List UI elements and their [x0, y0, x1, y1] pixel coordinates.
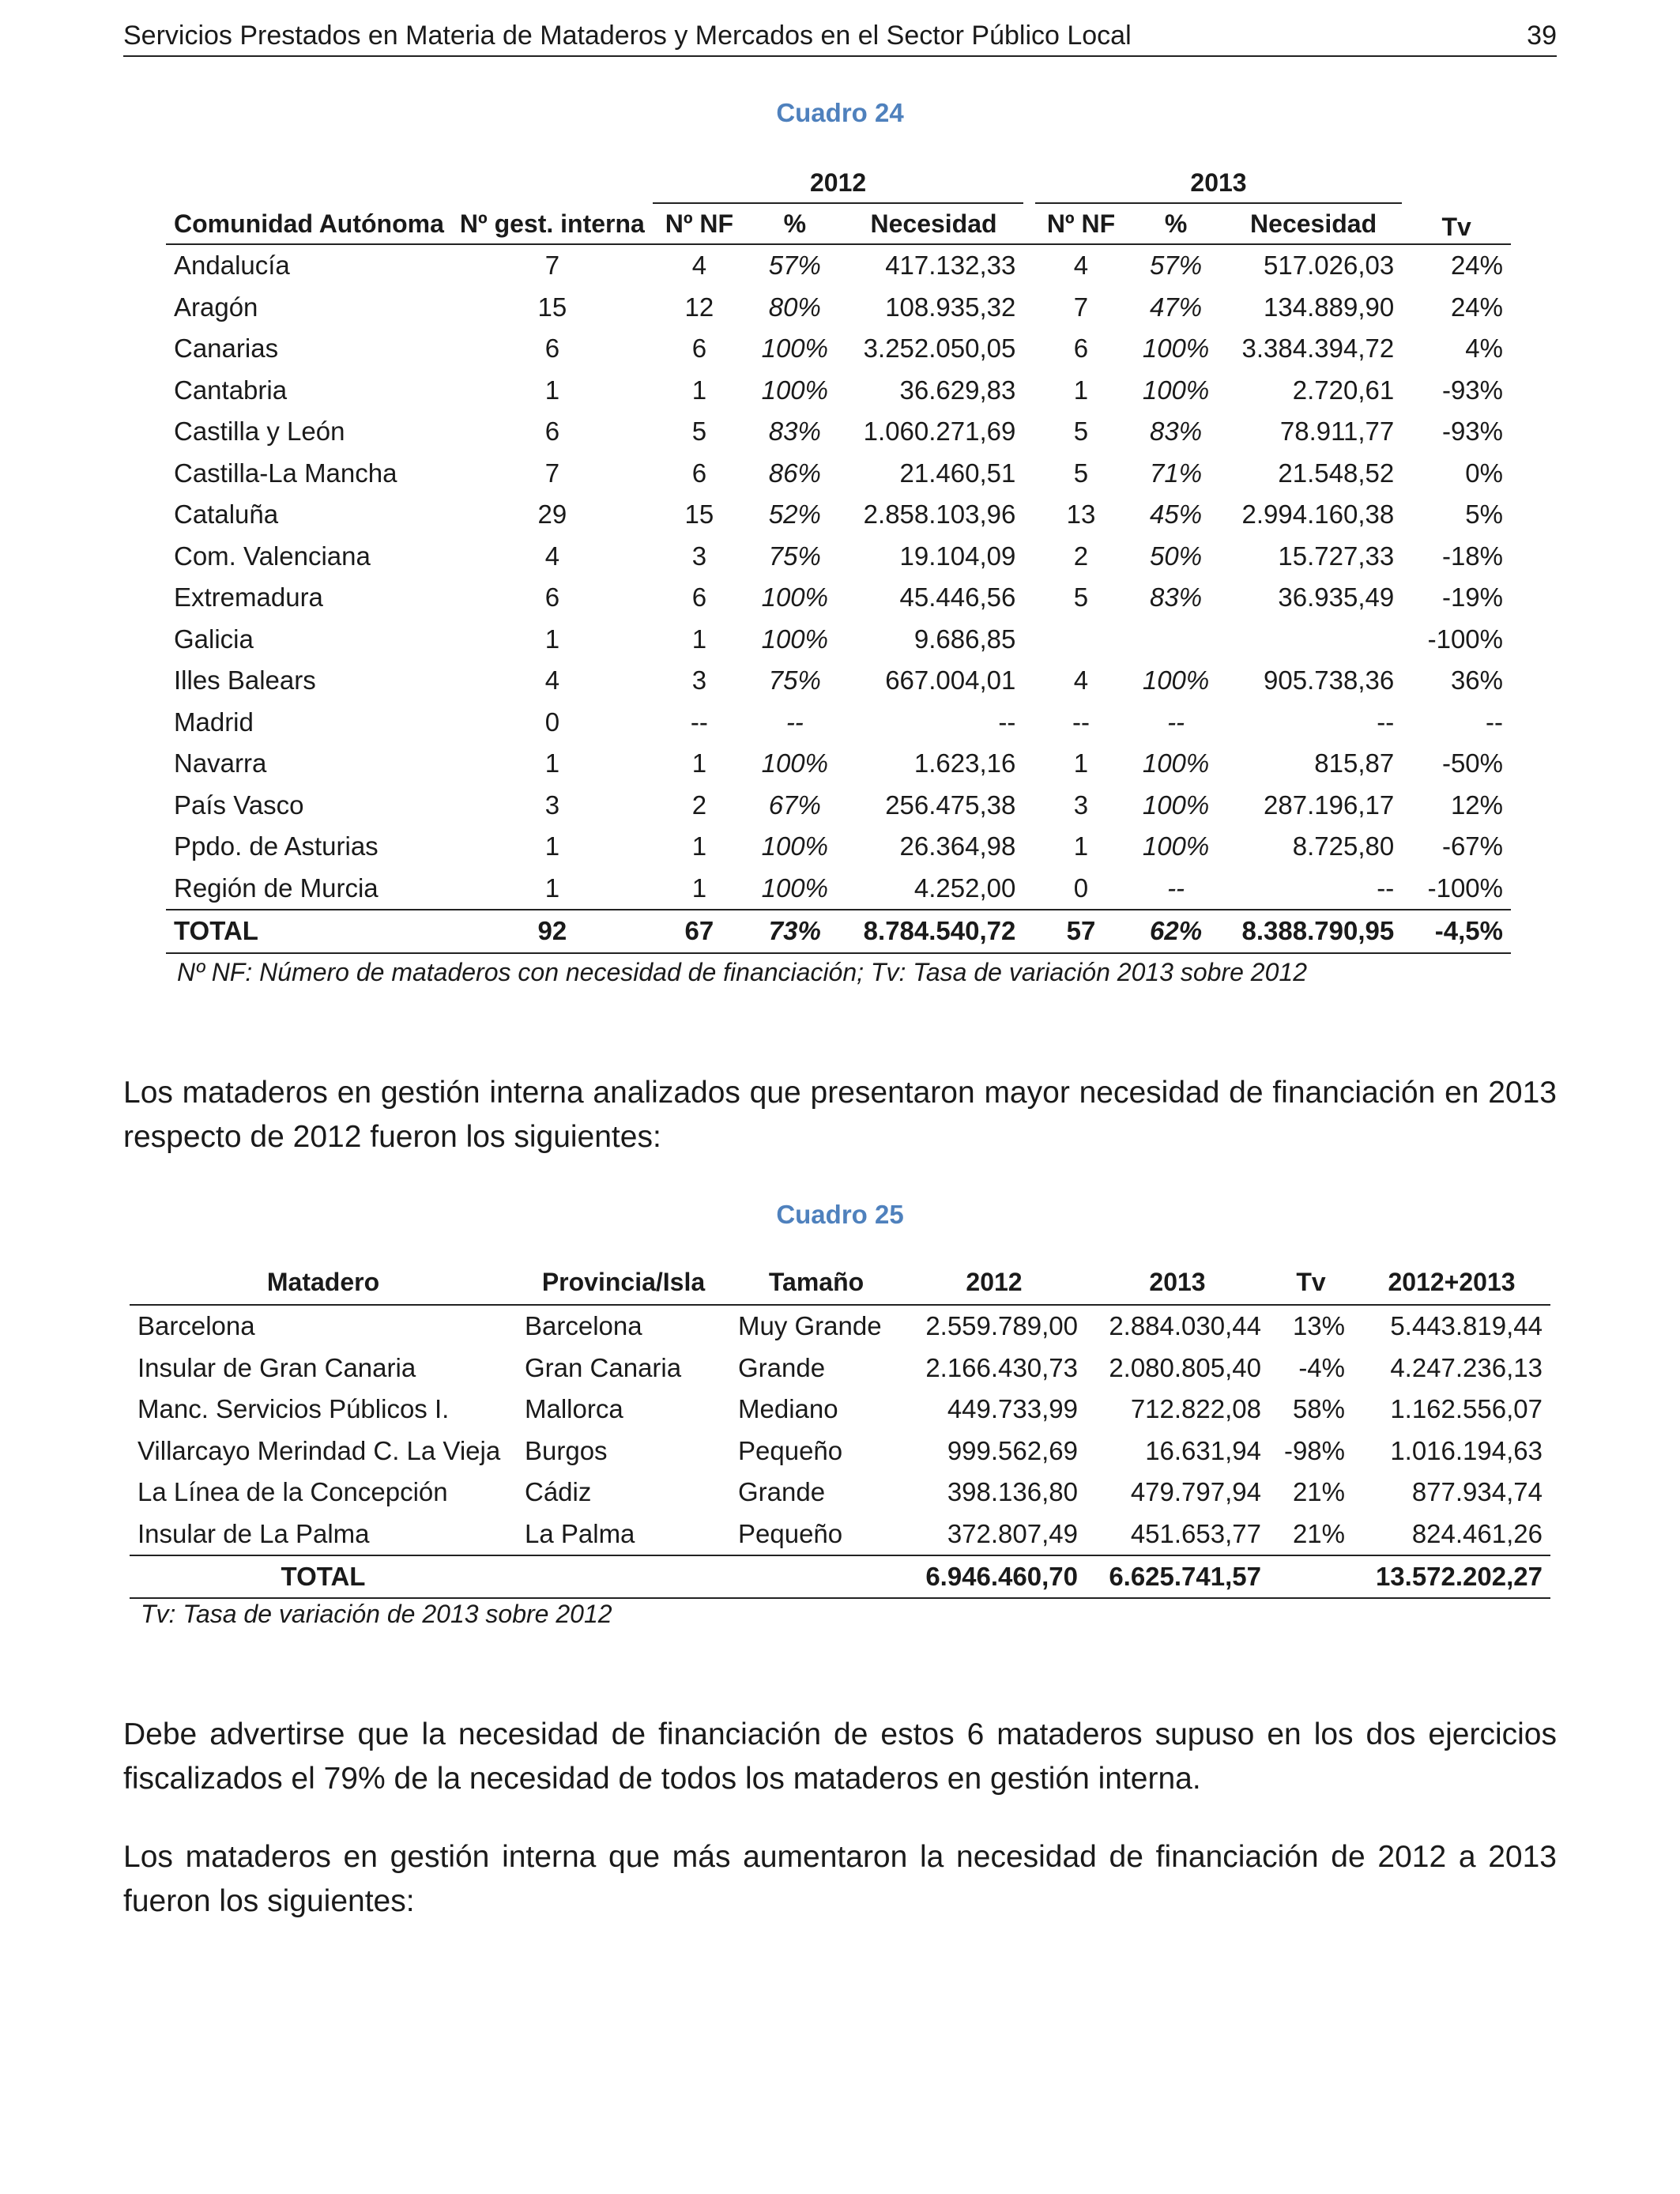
cell: 36% — [1450, 665, 1503, 696]
header-year-2012: 2012 — [653, 163, 1024, 203]
cell: 100% — [761, 334, 828, 364]
cell: 21% — [1292, 1518, 1345, 1548]
table24-caption: Cuadro 24 — [776, 98, 904, 127]
cell: 134.889,90 — [1264, 292, 1395, 322]
cell: 667.004,01 — [885, 665, 1016, 696]
cell: 824.461,26 — [1411, 1518, 1543, 1548]
cell: 58% — [1292, 1394, 1345, 1424]
cell: 75% — [768, 541, 821, 571]
cell: 100% — [761, 582, 828, 613]
cell: 100% — [1142, 375, 1210, 405]
cell: 3 — [691, 541, 707, 571]
header-necesidad-2012: Necesidad — [844, 203, 1024, 244]
cell: Insular de Gran Canaria — [137, 1352, 416, 1382]
cell: 8.388.790,95 — [1225, 910, 1402, 953]
cell: Pequeño — [738, 1518, 843, 1548]
cell: 372.807,49 — [947, 1518, 1078, 1548]
cell: Aragón — [174, 292, 258, 322]
cell: 73% — [746, 910, 844, 953]
table-row — [166, 287, 1511, 329]
table24-note: Nº NF: Número de mataderos con necesidad de financiación; Tv: Tasa de variación 2013 sobre 2012 — [177, 958, 1307, 986]
table-row — [166, 702, 1511, 744]
cell: -100% — [1427, 624, 1503, 654]
cell: 13 — [1066, 499, 1096, 530]
cell: 2.166.430,73 — [925, 1352, 1078, 1382]
header-comunidad: Comunidad Autónoma — [166, 163, 452, 244]
table-row — [130, 1431, 1550, 1472]
cell: 6 — [691, 334, 707, 364]
cell: -18% — [1441, 541, 1503, 571]
cell: 2.720,61 — [1292, 375, 1395, 405]
cell: 4 — [544, 665, 560, 696]
cell: 6 — [691, 582, 707, 613]
cell: 5 — [1073, 582, 1089, 613]
cell: 1 — [544, 748, 560, 778]
cell: 2.080.805,40 — [1109, 1352, 1261, 1382]
cell: 5 — [691, 417, 707, 447]
cell: 71% — [1150, 458, 1203, 488]
cell: 15 — [537, 292, 567, 322]
cell: 16.631,94 — [1145, 1435, 1261, 1465]
cell: 1 — [544, 873, 560, 903]
cell: 6 — [544, 417, 560, 447]
cell: 5 — [1073, 458, 1089, 488]
cell: 80% — [768, 292, 821, 322]
cell: 57 — [1035, 910, 1127, 953]
cell: Illes Balears — [174, 665, 316, 696]
header-nnf-2013: Nº NF — [1035, 203, 1127, 244]
cell: -- — [690, 707, 708, 737]
table25-caption: Cuadro 25 — [776, 1200, 904, 1229]
cell: 6 — [544, 334, 560, 364]
cell: 100% — [1142, 334, 1210, 364]
table-row — [166, 411, 1511, 453]
cell: 7 — [544, 458, 560, 488]
cell: 5.443.819,44 — [1390, 1311, 1543, 1341]
table-row — [166, 743, 1511, 785]
paragraph-1: Los mataderos en gestión interna analizados que presentaron mayor necesidad de financiación en 2013 respecto de 2012 fueron los siguientes: — [123, 1076, 1557, 1154]
cell: 4 — [691, 251, 707, 281]
cell: 1 — [544, 375, 560, 405]
cell: 2 — [691, 790, 707, 820]
cell: 4% — [1465, 334, 1503, 364]
cell: 7 — [544, 251, 560, 281]
header-tv: Tv — [1269, 1260, 1353, 1305]
table-row — [130, 1348, 1550, 1389]
cell: 815,87 — [1314, 748, 1395, 778]
cell: 1 — [1073, 831, 1089, 861]
cell: Madrid — [174, 707, 254, 737]
cell: 877.934,74 — [1411, 1477, 1543, 1507]
cell: TOTAL — [166, 910, 452, 953]
header-pct-2012: % — [746, 203, 844, 244]
cell: 45.446,56 — [899, 582, 1016, 613]
cell: 1.162.556,07 — [1390, 1394, 1543, 1424]
cell: -50% — [1441, 748, 1503, 778]
table-row — [166, 244, 1511, 287]
cell: 62% — [1127, 910, 1225, 953]
cell: 45% — [1150, 499, 1203, 530]
total-row — [166, 910, 1511, 953]
cell: 4 — [1073, 251, 1089, 281]
cell: 100% — [1142, 665, 1210, 696]
cell: 3 — [544, 790, 560, 820]
cell: 2.559.789,00 — [925, 1311, 1078, 1341]
cell: 67 — [653, 910, 746, 953]
cell: 100% — [761, 624, 828, 654]
table-row — [166, 785, 1511, 827]
cell: 4.247.236,13 — [1390, 1352, 1543, 1382]
cell: 67% — [768, 790, 821, 820]
cell: 6 — [1073, 334, 1089, 364]
table-row — [166, 536, 1511, 578]
cell: Com. Valenciana — [174, 541, 371, 571]
cell: 1.060.271,69 — [863, 417, 1016, 447]
cell: Gran Canaria — [525, 1352, 682, 1382]
cell: 449.733,99 — [947, 1394, 1078, 1424]
cell: Barcelona — [525, 1311, 642, 1341]
table-row — [166, 826, 1511, 868]
header-pct-2013: % — [1127, 203, 1225, 244]
cell: Barcelona — [137, 1311, 255, 1341]
cell: 0 — [1073, 873, 1089, 903]
cell: 24% — [1450, 251, 1503, 281]
cell: 417.132,33 — [885, 251, 1016, 281]
cell: 2 — [1073, 541, 1089, 571]
cell: -93% — [1441, 375, 1503, 405]
cell: 52% — [768, 499, 821, 530]
page-header — [123, 13, 1557, 57]
cell: Castilla y León — [174, 417, 345, 447]
cell: 15 — [684, 499, 714, 530]
cell: 21.460,51 — [899, 458, 1016, 488]
cell: -93% — [1441, 417, 1503, 447]
cell: 398.136,80 — [947, 1477, 1078, 1507]
cell — [1035, 619, 1127, 661]
table-row — [166, 453, 1511, 495]
header-necesidad-2013: Necesidad — [1225, 203, 1402, 244]
cell: Muy Grande — [738, 1311, 882, 1341]
cell: Cádiz — [525, 1477, 592, 1507]
cell: 287.196,17 — [1264, 790, 1395, 820]
cell: 999.562,69 — [947, 1435, 1078, 1465]
document-title: Servicios Prestados en Materia de Mataderos y Mercados en el Sector Público Local — [123, 21, 1132, 51]
cell: 3 — [1073, 790, 1089, 820]
cell: -- — [1486, 707, 1503, 737]
cell: -4,5% — [1402, 910, 1511, 953]
table-row — [166, 328, 1511, 370]
cell: 2.994.160,38 — [1241, 499, 1395, 530]
cell: 479.797,94 — [1130, 1477, 1261, 1507]
cell: -- — [785, 707, 804, 737]
cell: TOTAL — [130, 1555, 517, 1598]
cell: 24% — [1450, 292, 1503, 322]
header-matadero: Matadero — [130, 1260, 517, 1305]
cell: 21.548,52 — [1278, 458, 1395, 488]
header-provincia: Provincia/Isla — [517, 1260, 730, 1305]
cell: 1 — [544, 624, 560, 654]
cell: Mediano — [738, 1394, 838, 1424]
cell: 517.026,03 — [1264, 251, 1395, 281]
cell: 0% — [1465, 458, 1503, 488]
cell: 83% — [768, 417, 821, 447]
table-row — [166, 868, 1511, 910]
cell: 100% — [761, 375, 828, 405]
header-2012-2013: 2012+2013 — [1353, 1260, 1550, 1305]
cell: 3.384.394,72 — [1241, 334, 1395, 364]
cell: Villarcayo Merindad C. La Vieja — [137, 1435, 501, 1465]
header-year-2013: 2013 — [1035, 163, 1402, 203]
cell: Cataluña — [174, 499, 279, 530]
paragraph-2: Debe advertirse que la necesidad de financiación de estos 6 mataderos supuso en los dos ejercicios fiscalizados el 79% de la necesidad de todos los mataderos en gestión interna. — [123, 1717, 1557, 1796]
cell — [1127, 619, 1225, 661]
cell: 21% — [1292, 1477, 1345, 1507]
cell: Burgos — [525, 1435, 608, 1465]
cell: 83% — [1150, 417, 1203, 447]
cell: -- — [1167, 707, 1185, 737]
cell: 15.727,33 — [1278, 541, 1395, 571]
cell: -- — [1377, 707, 1395, 737]
paragraph-3: Los mataderos en gestión interna que más aumentaron la necesidad de financiación de 2012 a 2013 fueron los siguientes: — [123, 1840, 1557, 1918]
cell: 1.016.194,63 — [1390, 1435, 1543, 1465]
cell: Canarias — [174, 334, 279, 364]
table-24 — [166, 163, 1511, 954]
cell: 1 — [1073, 748, 1089, 778]
cell — [1269, 1555, 1353, 1598]
cell: Galicia — [174, 624, 254, 654]
cell: Región de Murcia — [174, 873, 379, 903]
cell: 36.935,49 — [1278, 582, 1395, 613]
cell: 92 — [452, 910, 653, 953]
cell: Castilla-La Mancha — [174, 458, 397, 488]
cell: 3 — [691, 665, 707, 696]
cell: Ppdo. de Asturias — [174, 831, 379, 861]
cell — [730, 1555, 902, 1598]
cell: -4% — [1298, 1352, 1345, 1382]
page-number: 39 — [1527, 21, 1557, 51]
cell: 8.784.540,72 — [844, 910, 1024, 953]
cell: 1 — [1073, 375, 1089, 405]
cell: 100% — [761, 873, 828, 903]
cell: 1 — [544, 831, 560, 861]
table-row — [166, 494, 1511, 536]
cell: -98% — [1283, 1435, 1345, 1465]
cell: -- — [1072, 707, 1090, 737]
cell: 5% — [1465, 499, 1503, 530]
cell: 1 — [691, 873, 707, 903]
cell: 5 — [1073, 417, 1089, 447]
cell: 12 — [684, 292, 714, 322]
cell: 100% — [1142, 831, 1210, 861]
table-row — [130, 1472, 1550, 1514]
cell: La Palma — [525, 1518, 635, 1548]
cell: -100% — [1427, 873, 1503, 903]
cell: 451.653,77 — [1130, 1518, 1261, 1548]
cell: 100% — [1142, 790, 1210, 820]
table-row — [166, 660, 1511, 702]
cell: 86% — [768, 458, 821, 488]
cell: 905.738,36 — [1264, 665, 1395, 696]
cell: Andalucía — [174, 251, 290, 281]
cell: 75% — [768, 665, 821, 696]
cell: 2.884.030,44 — [1109, 1311, 1261, 1341]
cell: 7 — [1073, 292, 1089, 322]
cell: 256.475,38 — [885, 790, 1016, 820]
cell: 4 — [544, 541, 560, 571]
cell: Cantabria — [174, 375, 288, 405]
cell — [1225, 619, 1402, 661]
cell: 12% — [1450, 790, 1503, 820]
cell: 0 — [544, 707, 560, 737]
cell: -67% — [1441, 831, 1503, 861]
cell: 29 — [537, 499, 567, 530]
cell: Grande — [738, 1352, 826, 1382]
cell: 100% — [1142, 748, 1210, 778]
cell: 2.858.103,96 — [863, 499, 1016, 530]
cell: 108.935,32 — [885, 292, 1016, 322]
cell: 4.252,00 — [913, 873, 1016, 903]
cell: 19.104,09 — [899, 541, 1016, 571]
total-row — [130, 1555, 1550, 1598]
header-2013: 2013 — [1086, 1260, 1269, 1305]
cell: Pequeño — [738, 1435, 843, 1465]
cell: -19% — [1441, 582, 1503, 613]
table-row — [130, 1514, 1550, 1556]
header-2012: 2012 — [902, 1260, 1086, 1305]
cell: Navarra — [174, 748, 267, 778]
cell: La Línea de la Concepción — [137, 1477, 448, 1507]
cell: 1 — [691, 831, 707, 861]
cell: 9.686,85 — [913, 624, 1016, 654]
cell: -- — [998, 707, 1016, 737]
table-row — [166, 619, 1511, 661]
cell: 100% — [761, 748, 828, 778]
cell: 6.625.741,57 — [1086, 1555, 1269, 1598]
table-row — [130, 1305, 1550, 1348]
cell: Insular de La Palma — [137, 1518, 370, 1548]
header-tv: Tv — [1402, 163, 1511, 244]
cell: 83% — [1150, 582, 1203, 613]
cell: 4 — [1073, 665, 1089, 696]
cell: 1.623,16 — [913, 748, 1016, 778]
cell: 6 — [544, 582, 560, 613]
cell: 712.822,08 — [1130, 1394, 1261, 1424]
cell: 6 — [691, 458, 707, 488]
cell: 6.946.460,70 — [902, 1555, 1086, 1598]
table-25 — [130, 1260, 1550, 1599]
cell: 13.572.202,27 — [1353, 1555, 1550, 1598]
cell: 100% — [761, 831, 828, 861]
cell: Grande — [738, 1477, 826, 1507]
cell: -- — [1377, 873, 1395, 903]
cell: 57% — [1150, 251, 1203, 281]
cell: 1 — [691, 375, 707, 405]
cell: Manc. Servicios Públicos I. — [137, 1394, 450, 1424]
cell: 1 — [691, 624, 707, 654]
cell: 3.252.050,05 — [863, 334, 1016, 364]
cell: 47% — [1150, 292, 1203, 322]
cell: 26.364,98 — [899, 831, 1016, 861]
cell: 57% — [768, 251, 821, 281]
cell — [517, 1555, 730, 1598]
cell: 78.911,77 — [1279, 417, 1395, 447]
cell: 1 — [691, 748, 707, 778]
table25-note: Tv: Tasa de variación de 2013 sobre 2012 — [141, 1600, 612, 1628]
cell: Extremadura — [174, 582, 323, 613]
cell: Mallorca — [525, 1394, 623, 1424]
table-row — [130, 1389, 1550, 1431]
table-row — [166, 370, 1511, 412]
header-nnf-2012: Nº NF — [653, 203, 746, 244]
cell: 36.629,83 — [899, 375, 1016, 405]
header-gest-interna: Nº gest. interna — [452, 163, 653, 244]
header-tamano: Tamaño — [730, 1260, 902, 1305]
table-row — [166, 577, 1511, 619]
cell: 13% — [1292, 1311, 1345, 1341]
cell: País Vasco — [174, 790, 304, 820]
cell: 50% — [1150, 541, 1203, 571]
cell: 8.725,80 — [1292, 831, 1395, 861]
cell: -- — [1167, 873, 1185, 903]
